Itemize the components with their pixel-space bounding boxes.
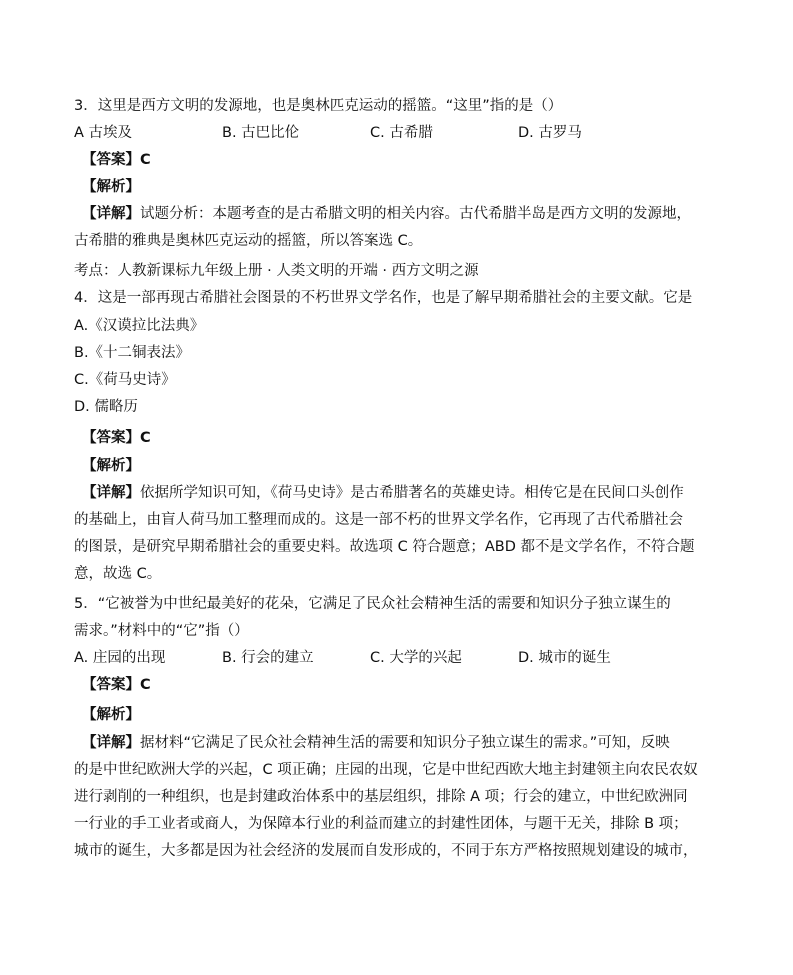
answer-value: C bbox=[140, 677, 151, 693]
question-4-detail-line-3: 的图景，是研究早期希腊社会的重要史料。故选项 C 符合题意；ABD 都不是文学名作，不符合题 bbox=[74, 539, 695, 555]
answer-value: C bbox=[140, 152, 151, 168]
option-b: B. 古巴比伦 bbox=[222, 125, 300, 141]
option-a: A. 庄园的出现 bbox=[74, 650, 166, 666]
question-4-stem: 4．这是一部再现古希腊社会图景的不朽世界文学名作，也是了解早期希腊社会的主要文献。它是 bbox=[74, 290, 693, 306]
answer-label: 【答案】 bbox=[82, 677, 140, 693]
option-c: C. 大学的兴起 bbox=[370, 650, 462, 666]
detail-label: 【详解】 bbox=[82, 485, 140, 501]
option-b: B. 行会的建立 bbox=[222, 650, 314, 666]
question-4-option-d: D. 儒略历 bbox=[74, 399, 138, 415]
option-d: D. 古罗马 bbox=[518, 125, 582, 141]
question-5-detail-line-2: 的是中世纪欧洲大学的兴起，C 项正确；庄园的出现，它是中世纪西欧大地主封建领主向农民农奴 bbox=[74, 762, 698, 778]
question-4-option-a: A.《汉谟拉比法典》 bbox=[74, 318, 205, 334]
question-5-analysis-label bbox=[82, 705, 140, 725]
question-3-detail-line-2: 古希腊的雅典是奥林匹克运动的摇篮，所以答案选 C。 bbox=[74, 233, 423, 249]
option-d: D. 城市的诞生 bbox=[518, 650, 611, 666]
question-3-stem: 3．这里是西方文明的发源地，也是奥林匹克运动的摇篮。“这里”指的是（） bbox=[74, 98, 563, 114]
question-5-stem-line-2: 需求。”材料中的“它”指（） bbox=[74, 623, 249, 639]
answer-label: 【答案】 bbox=[82, 152, 140, 168]
question-4-detail-line-4: 意，故选 C。 bbox=[74, 566, 162, 582]
detail-text: 试题分析：本题考查的是古希腊文明的相关内容。古代希腊半岛是西方文明的发源地， bbox=[140, 206, 691, 222]
question-3-analysis-label bbox=[82, 177, 140, 197]
option-c: C. 古希腊 bbox=[370, 125, 433, 141]
detail-text: 依据所学知识可知，《荷马史诗》是古希腊著名的英雄史诗。相传它是在民间口头创作 bbox=[140, 485, 684, 501]
detail-label: 【详解】 bbox=[82, 735, 140, 751]
question-4-detail-line-2: 的基础上，由盲人荷马加工整理而成的。这是一部不朽的世界文学名作，它再现了古代希腊社会 bbox=[74, 512, 683, 528]
answer-label: 【答案】 bbox=[82, 430, 140, 446]
question-5-answer bbox=[82, 675, 151, 695]
question-5-detail-line-5: 城市的诞生，大多都是因为社会经济的发展而自发形成的，不同于东方严格按照规划建设的城市， bbox=[74, 843, 698, 859]
analysis-label: 【解析】 bbox=[82, 707, 140, 723]
option-a: A 古埃及 bbox=[74, 125, 133, 141]
question-3-answer bbox=[82, 150, 151, 170]
question-3-kaodian: 考点：人教新课标九年级上册 · 人类文明的开端 · 西方文明之源 bbox=[74, 263, 479, 279]
question-4-detail-line-1 bbox=[82, 483, 684, 503]
detail-label: 【详解】 bbox=[82, 206, 140, 222]
question-3-detail-line-1 bbox=[82, 204, 691, 224]
question-5-detail-line-4: 一行业的手工业者或商人，为保障本行业的利益而建立的封建性团体，与题干无关，排除 B 项； bbox=[74, 816, 688, 832]
analysis-label: 【解析】 bbox=[82, 458, 140, 474]
question-5-detail-line-3: 进行剥削的一种组织，也是封建政治体系中的基层组织，排除 A 项；行会的建立，中世纪欧洲同 bbox=[74, 789, 688, 805]
question-4-answer bbox=[82, 428, 151, 448]
analysis-label: 【解析】 bbox=[82, 179, 140, 195]
question-4-analysis-label bbox=[82, 456, 140, 476]
question-5-stem-line-1: 5．“它被誉为中世纪最美好的花朵，它满足了民众社会精神生活的需要和知识分子独立谋生的 bbox=[74, 596, 671, 612]
question-4-option-b: B.《十二铜表法》 bbox=[74, 345, 191, 361]
detail-text: 据材料“它满足了民众社会精神生活的需要和知识分子独立谋生的需求。”可知，反映 bbox=[140, 735, 670, 751]
question-4-option-c: C.《荷马史诗》 bbox=[74, 372, 176, 388]
question-5-detail-line-1 bbox=[82, 733, 670, 753]
answer-value: C bbox=[140, 430, 151, 446]
